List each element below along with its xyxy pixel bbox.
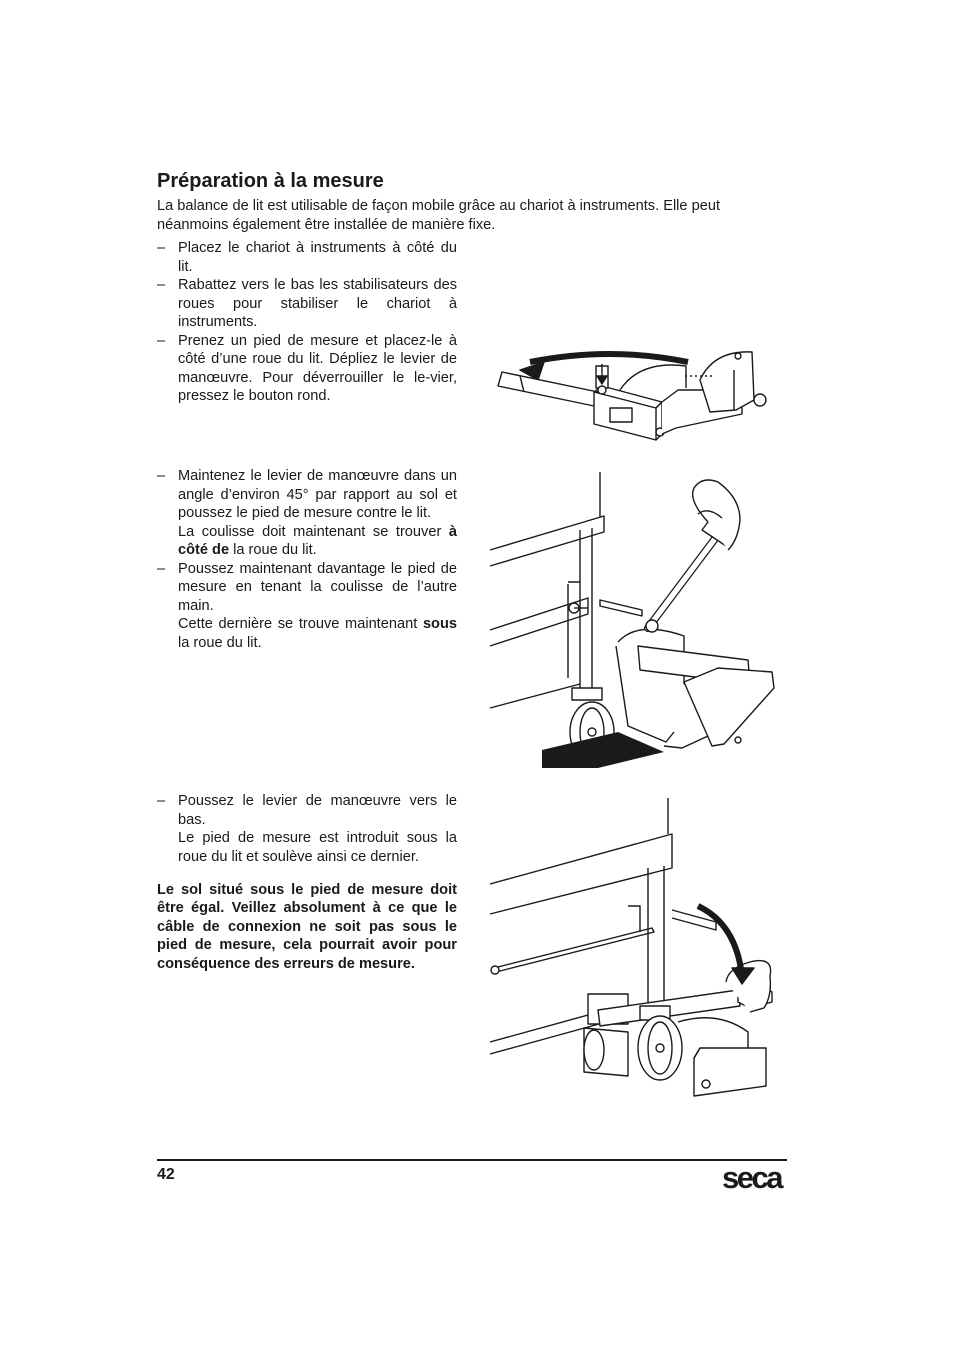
list-item-note: La coulisse doit maintenant se trouver à côté de la roue du lit. [178,523,457,558]
warning-note: Le sol situé sous le pied de mesure doit être égal. Veillez absolument à ce que le câble de connexion ne soit pas sous le pied de mesure, cela pourrait avoir pour conséquence des erreurs de mesure. [157,882,457,972]
page-title: Préparation à la mesure [157,170,384,192]
section-3-instructions [157,792,457,866]
list-item-note: Cette dernière se trouve maintenant sous la roue du lit. [178,616,457,651]
lower-lever-lift-bed-illustration [488,796,788,1102]
seca-logo: seca [722,1160,781,1195]
list-item: – Prenez un pied de mesure et placez-le à côté d’une roue du lit. Dépliez le levier de manœuvre. Pour déverrouiller le le-vier, pressez le bouton rond. [157,332,457,404]
page-number: 42 [157,1166,175,1183]
list-item: – Poussez le levier de manœuvre vers le bas. Le pied de mesure est introduit sous la roue du lit et soulève ainsi ce dernier. [157,793,457,865]
footer-rule [157,1159,787,1161]
intro-paragraph: La balance de lit est utilisable de façon mobile grâce au chariot à instruments. Elle peut néanmoins également être installée de manière fixe. [157,198,720,233]
measuring-foot-unfold-illustration [490,340,780,450]
list-item: – Maintenez le levier de manœuvre dans un angle d’environ 45° par rapport au sol et poussez le pied de mesure contre le lit. La coulisse doit maintenant se trouver à côté de la roue du lit. [157,468,457,558]
section-2-instructions [157,467,457,652]
section-1-instructions [157,239,457,406]
list-item: – Placez le chariot à instruments à côté du lit. [157,240,457,275]
list-item: – Poussez maintenant davantage le pied de mesure en tenant la coulisse de l’autre main. Cette dernière se trouve maintenant sous la roue du lit. [157,560,457,651]
list-item-note: Le pied de mesure est introduit sous la roue du lit et soulève ainsi ce dernier. [178,830,457,865]
list-item: – Rabattez vers le bas les stabilisateurs des roues pour stabiliser le chariot à instruments. [157,277,457,330]
push-foot-under-wheel-illustration [488,470,788,775]
